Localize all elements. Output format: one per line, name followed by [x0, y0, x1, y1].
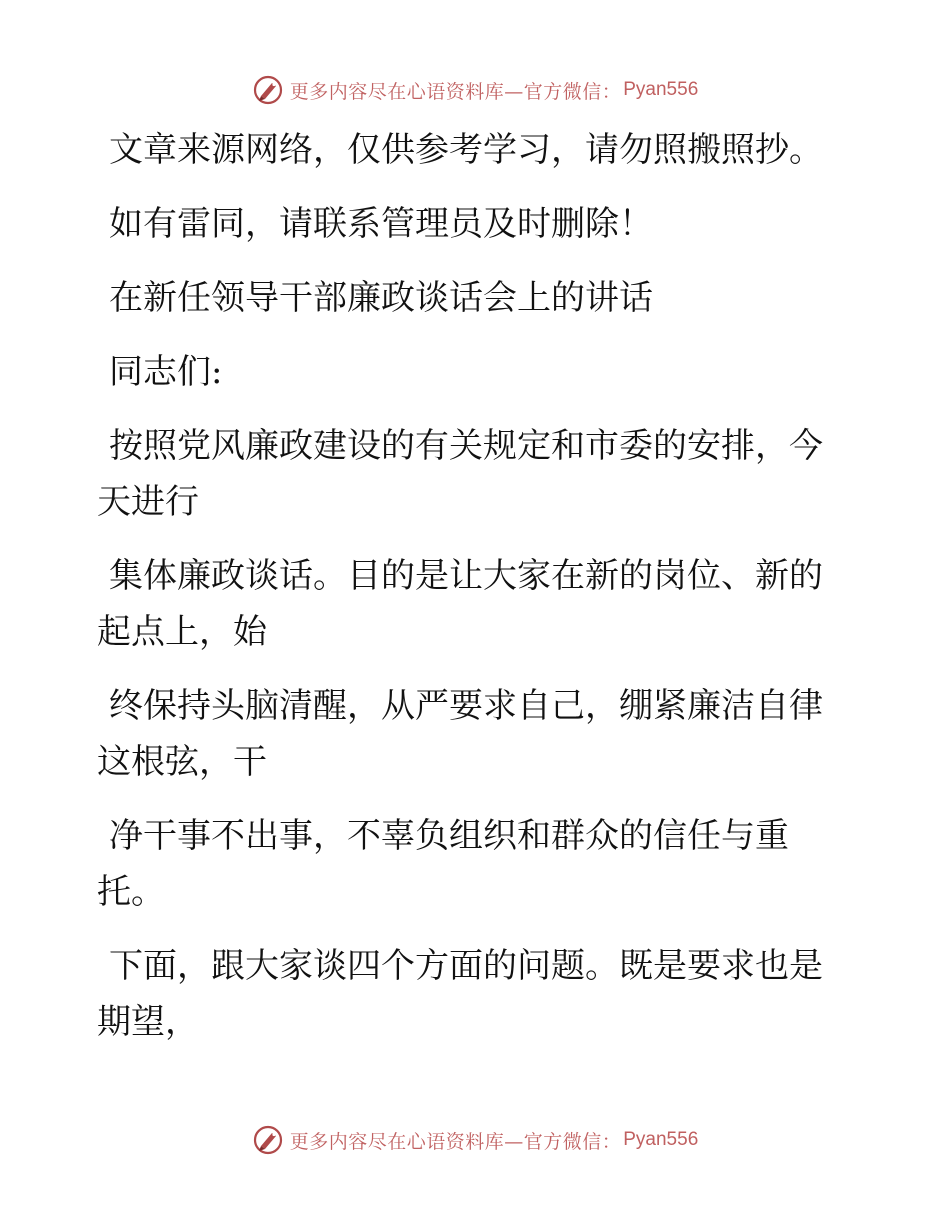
banner-text: 更多内容尽在心语资料库—官方微信： — [289, 1130, 622, 1153]
banner-wechat-id: Pyan556 — [623, 1129, 699, 1150]
paragraph-source-note: 文章来源网络，仅供参考学习，请勿照搬照抄。 — [109, 130, 823, 170]
paragraph-body-4: 净干事不出事，不辜负组织和群众的信任与重托。 — [97, 816, 789, 912]
document-body — [97, 122, 837, 1068]
pen-circle-logo-icon — [252, 74, 284, 106]
footer-watermark-banner — [0, 1122, 950, 1158]
paragraph-body-2: 集体廉政谈话。目的是让大家在新的岗位、新的起点上，始 — [97, 556, 823, 652]
document-title: 在新任领导干部廉政谈话会上的讲话 — [109, 278, 653, 318]
pen-circle-logo-icon — [252, 1124, 284, 1156]
banner-text: 更多内容尽在心语资料库—官方微信： — [289, 80, 622, 103]
banner-wechat-id: Pyan556 — [623, 79, 699, 100]
paragraph-delete-note: 如有雷同，请联系管理员及时删除！ — [109, 204, 653, 244]
paragraph-body-5: 下面，跟大家谈四个方面的问题。既是要求也是期望， — [97, 946, 823, 1042]
paragraph-body-3: 终保持头脑清醒，从严要求自己，绷紧廉洁自律这根弦，干 — [97, 686, 823, 782]
header-watermark-banner — [0, 72, 950, 108]
salutation: 同志们: — [109, 352, 223, 392]
paragraph-body-1: 按照党风廉政建设的有关规定和市委的安排，今天进行 — [97, 426, 823, 522]
